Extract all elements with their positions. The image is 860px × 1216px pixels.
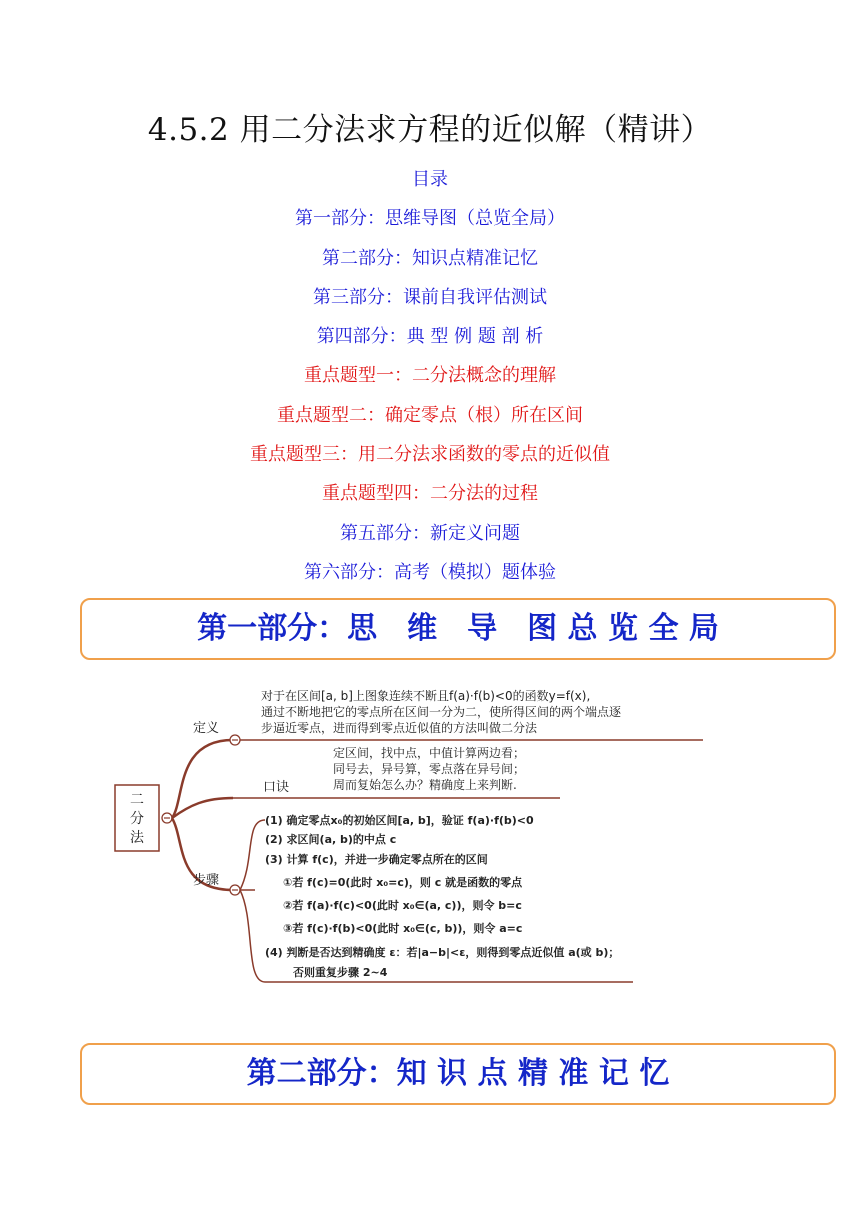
toc-item[interactable]: 第二部分：知识点精准记忆 (322, 247, 538, 269)
toc-item[interactable]: 重点题型四：二分法的过程 (322, 483, 538, 505)
definition-line: 步逼近零点，进而得到零点近似值的方法叫做二分法 (261, 721, 538, 735)
steps-label: 步骤 (193, 873, 220, 888)
page-title: 4.5.2 用二分法求方程的近似解（精讲） (147, 112, 713, 148)
step-line: ②若 f(a)·f(c)<0(此时 x₀∈(a, c))，则令 b=c (283, 899, 522, 912)
steps-bracket-bottom (240, 890, 265, 982)
step-line: (3) 计算 f(c)，并进一步确定零点所在的区间 (265, 853, 488, 866)
step-line: ③若 f(c)·f(b)<0(此时 x₀∈(c, b))，则令 a=c (283, 922, 523, 935)
definition-line: 对于在区间[a, b]上图象连续不断且f(a)·f(b)<0的函数y=f(x), (261, 689, 591, 703)
mindmap-root-char: 二 (130, 792, 144, 808)
toc-item[interactable]: 重点题型一：二分法概念的理解 (304, 365, 556, 387)
toc-item[interactable]: 第一部分：思维导图（总览全局） (295, 208, 565, 230)
definition-label: 定义 (193, 721, 220, 736)
step-line: ①若 f(c)=0(此时 x₀=c)，则 c 就是函数的零点 (283, 876, 523, 889)
toc-item[interactable]: 重点题型三：用二分法求函数的零点的近似值 (250, 444, 610, 466)
step-line: 否则重复步骤 2~4 (293, 966, 388, 979)
branch-definition (172, 740, 233, 818)
toc-item[interactable]: 第六部分：高考（模拟）题体验 (304, 561, 556, 583)
mnemonic-label: 口诀 (263, 780, 290, 795)
toc-item[interactable]: 第五部分：新定义问题 (340, 522, 520, 544)
toc-item[interactable]: 重点题型二：确定零点（根）所在区间 (277, 404, 583, 426)
section-banner-mindmap: 第一部分：思 维 导 图 总 览 全 局 (80, 598, 836, 660)
steps-bracket-top (240, 820, 265, 890)
table-of-contents (0, 160, 860, 592)
step-line: (4) 判断是否达到精确度 ε：若|a−b|<ε，则得到零点近似值 a(或 b)； (265, 946, 620, 959)
section-banner-knowledge: 第二部分：知 识 点 精 准 记 忆 (80, 1043, 836, 1105)
mnemonic-line: 同号去，异号算，零点落在异号间； (333, 762, 526, 776)
step-line: (1) 确定零点x₀的初始区间[a, b]，验证 f(a)·f(b)<0 (265, 814, 534, 827)
mind-map (105, 680, 705, 990)
mnemonic-line: 周而复始怎么办？精确度上来判断. (333, 778, 517, 792)
branch-mnemonic (172, 798, 233, 818)
toc-heading: 目录 (412, 169, 448, 190)
mindmap-root-char: 分 (130, 811, 144, 827)
definition-line: 通过不断地把它的零点所在区间一分为二，使所得区间的两个端点逐 (261, 705, 622, 719)
mindmap-root-char: 法 (130, 830, 144, 846)
step-line: (2) 求区间(a, b)的中点 c (265, 833, 397, 846)
mnemonic-line: 定区间，找中点，中值计算两边看； (333, 746, 526, 760)
toc-item[interactable]: 第三部分：课前自我评估测试 (313, 286, 547, 308)
toc-item[interactable]: 第四部分：典 型 例 题 剖 析 (316, 326, 544, 348)
